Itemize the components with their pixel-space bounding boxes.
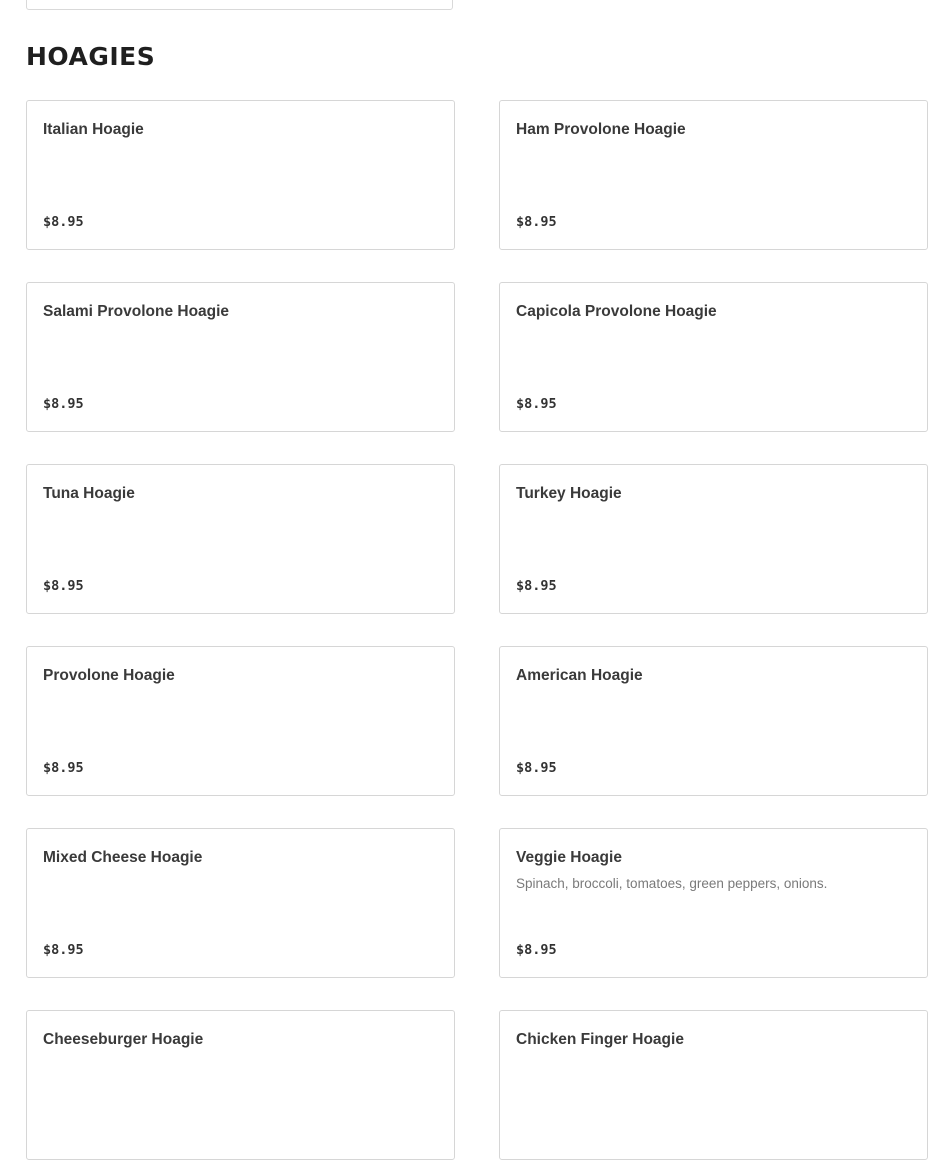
item-name: Tuna Hoagie xyxy=(43,485,135,502)
item-price: $8.95 xyxy=(516,214,557,230)
item-price: $8.95 xyxy=(43,396,84,412)
menu-item-card[interactable] xyxy=(499,464,928,614)
item-name: Italian Hoagie xyxy=(43,121,144,138)
item-price: $8.95 xyxy=(43,214,84,230)
item-name: Cheeseburger Hoagie xyxy=(43,1031,204,1048)
menu-item-card[interactable] xyxy=(499,828,928,978)
menu-item-card[interactable] xyxy=(26,100,455,250)
item-name: Veggie Hoagie xyxy=(516,849,622,866)
item-price: $8.95 xyxy=(516,760,557,776)
previous-section-card[interactable] xyxy=(26,0,453,10)
item-price: $8.95 xyxy=(43,578,84,594)
item-name: Provolone Hoagie xyxy=(43,667,175,684)
item-price: $8.95 xyxy=(43,942,84,958)
item-name: Chicken Finger Hoagie xyxy=(516,1031,684,1048)
item-price: $8.95 xyxy=(516,396,557,412)
menu-item-card[interactable] xyxy=(26,1010,455,1160)
menu-item-card[interactable] xyxy=(26,282,455,432)
item-price: $8.95 xyxy=(516,578,557,594)
menu-item-grid xyxy=(26,100,928,1160)
item-name: Salami Provolone Hoagie xyxy=(43,303,230,320)
item-description: Spinach, broccoli, tomatoes, green peppers, onions. xyxy=(516,876,828,891)
menu-item-card[interactable] xyxy=(26,464,455,614)
item-name: Mixed Cheese Hoagie xyxy=(43,849,203,866)
menu-item-card[interactable] xyxy=(499,100,928,250)
menu-item-card[interactable] xyxy=(499,282,928,432)
item-name: American Hoagie xyxy=(516,667,643,684)
item-name: Capicola Provolone Hoagie xyxy=(516,303,717,320)
item-price: $8.95 xyxy=(516,942,557,958)
item-name: Ham Provolone Hoagie xyxy=(516,121,686,138)
menu-item-card[interactable] xyxy=(26,828,455,978)
section-title: HOAGIES xyxy=(26,42,156,71)
item-name: Turkey Hoagie xyxy=(516,485,622,502)
menu-item-card[interactable] xyxy=(499,1010,928,1160)
menu-item-card[interactable] xyxy=(499,646,928,796)
menu-item-card[interactable] xyxy=(26,646,455,796)
item-price: $8.95 xyxy=(43,760,84,776)
